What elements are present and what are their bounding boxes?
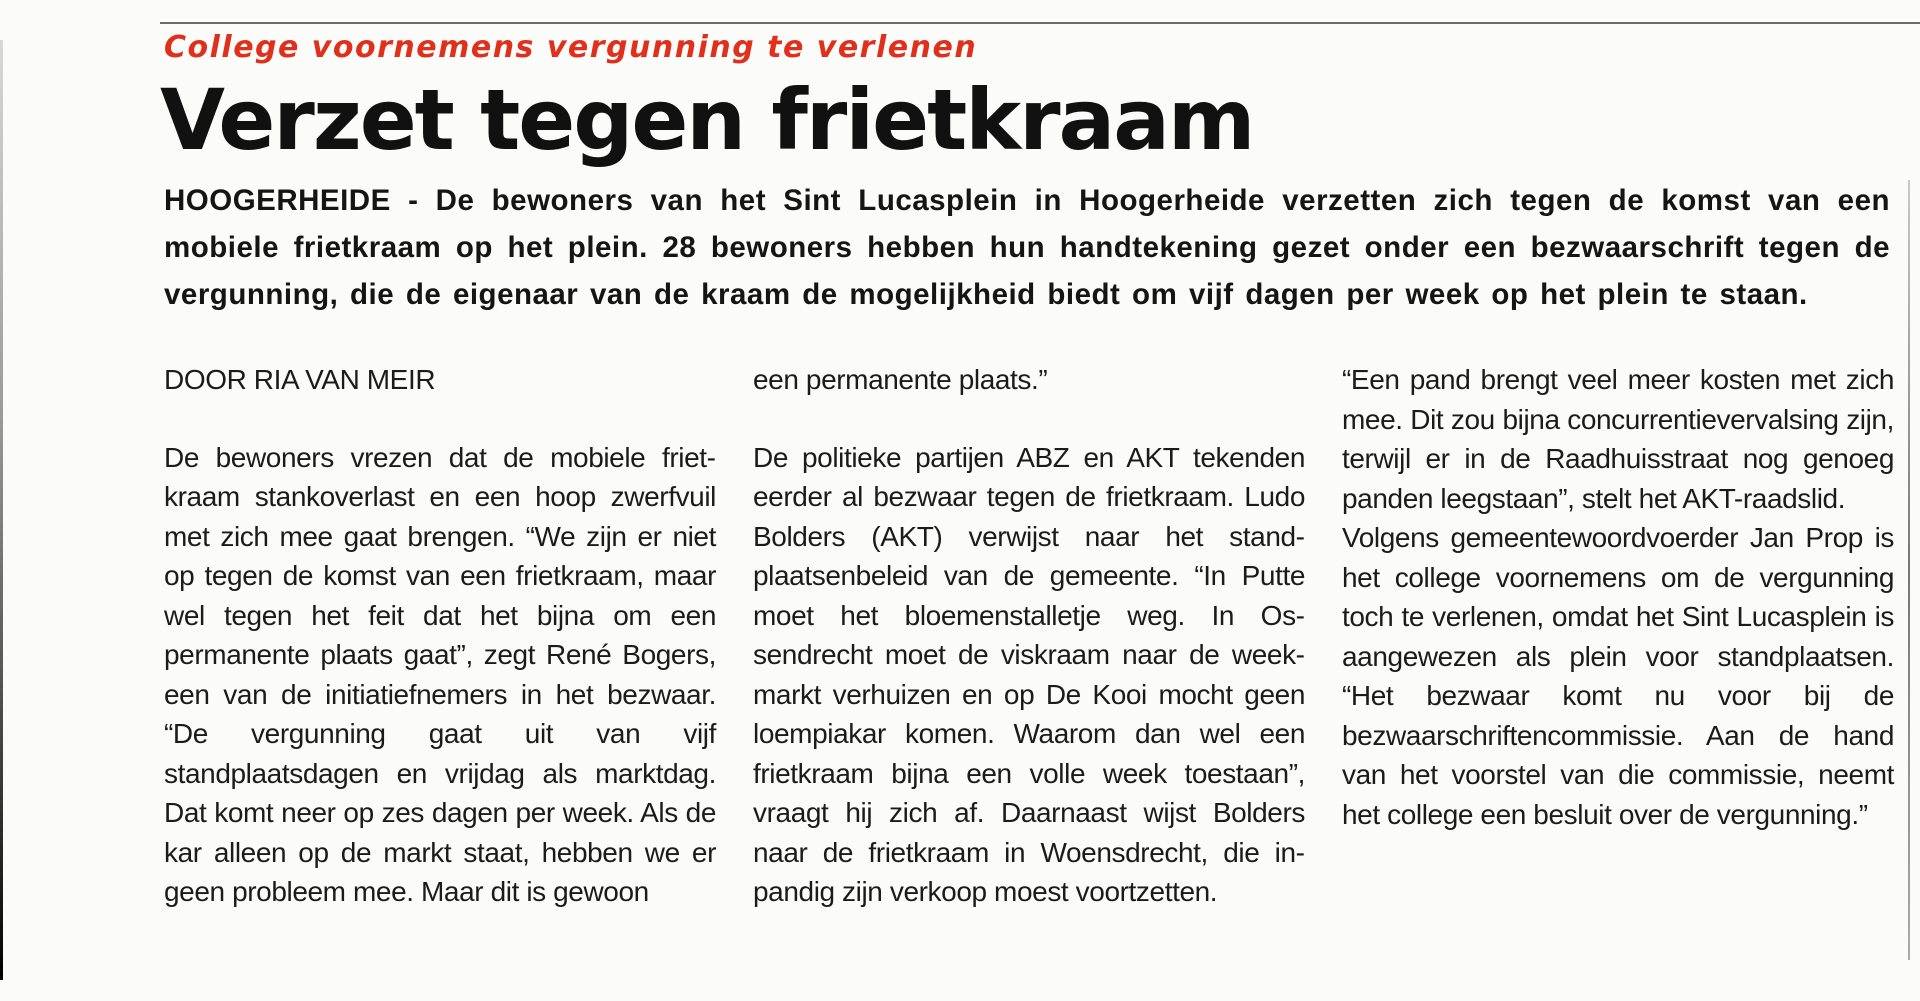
scan-edge-right: [1908, 180, 1910, 960]
dateline: HOOGERHEIDE: [164, 184, 391, 217]
article-columns: [164, 360, 1894, 970]
column-3-paragraph-2: Volgens gemeentewoordvoerder Jan Prop is het college voornemens om de vergunning toch te verlenen, omdat het Sint Lucasplein is aangewezen als plein voor standplaatsen. “Het bezwaar komt nu voor bij de bezwaarschriftencommissie. Aan de hand van het voorstel van die commissie, neemt het college een besluit over de vergunning.”: [1342, 522, 1894, 830]
top-rule: [160, 22, 1920, 24]
kicker: College voornemens vergunning te verlenen: [164, 30, 978, 65]
column-1: [164, 360, 716, 912]
lead-paragraph: [164, 177, 1890, 318]
byline: DOOR RIA VAN MEIR: [164, 364, 436, 395]
column-2-paragraph-1: een permanente plaats.”: [753, 364, 1048, 395]
scan-edge-left: [0, 40, 3, 980]
column-3: [1342, 360, 1894, 834]
column-2-paragraph-2: De politieke partijen ABZ en AKT tekenden eerder al bezwaar tegen de frietkraam. Ludo Bolders (AKT) verwijst naar het standplaatsenbeleid van de gemeente. “In Putte moet het bloemenstalletje weg. In Ossendrecht moet de viskraam naar de weekmarkt verhuizen en op De Kooi mocht geen loempiakar komen. Waarom dan wel een frietkraam bijna een volle week toestaan”, vraagt hij zich af. Daarnaast wijst Bolders naar de frietkraam in Woensdrecht, die inpandig zijn verkoop moest voortzetten.: [753, 441, 1305, 907]
lead-text: - De bewoners van het Sint Lucasplein in Hoogerheide verzetten zich tegen de komst van een mobiele frietkraam op het plein. 28 bewoners hebben hun handtekening gezet onder een bezwaarschrift tegen de vergunning, die de eigenaar van de kraam de mogelijkheid biedt om vijf dagen per week op het plein te staan.: [164, 184, 1890, 311]
column-2: [753, 360, 1305, 912]
column-1-paragraph-1: De bewoners vrezen dat de mobiele frietkraam stankoverlast en een hoop zwerfvuil met zich mee gaat brengen. “We zijn er niet op tegen de komst van een frietkraam, maar wel tegen het feit dat het bijna om een permanente plaats gaat”, zegt René Bogers, een van de initiatiefnemers in het bezwaar. “De vergunning gaat uit van vijf standplaatsdagen en vrijdag als marktdag. Dat komt neer op zes dagen per week. Als de kar alleen op de markt staat, hebben we er geen probleem mee. Maar dit is gewoon: [164, 441, 716, 907]
column-3-paragraph-1: “Een pand brengt veel meer kosten met zich mee. Dit zou bijna concurrentievervalsing zijn, terwijl er in de Raadhuisstraat nog genoeg panden leegstaan”, stelt het AKT-raadslid.: [1342, 364, 1894, 514]
headline: Verzet tegen frietkraam: [160, 71, 1254, 169]
